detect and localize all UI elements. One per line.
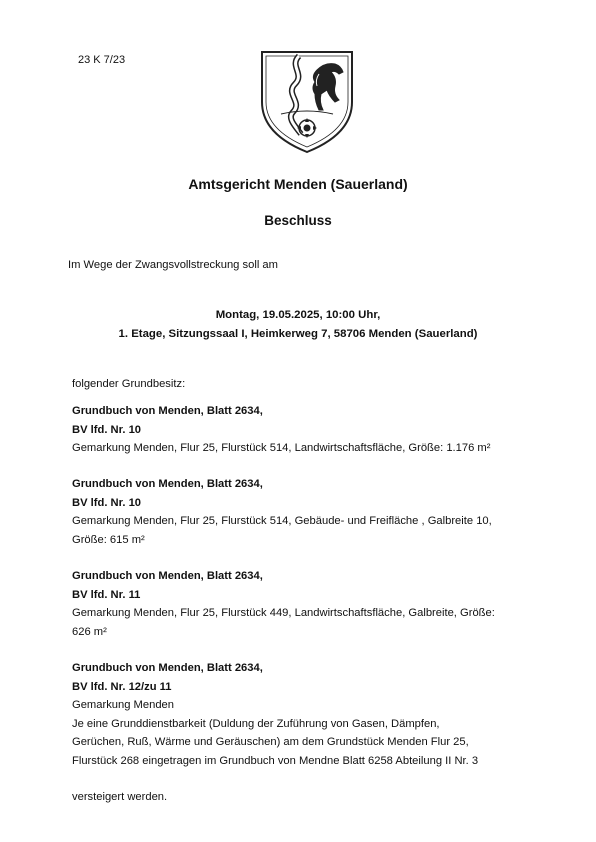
description-line: Gemarkung Menden bbox=[72, 699, 174, 712]
property-entry bbox=[72, 402, 542, 458]
bv-line: BV lfd. Nr. 11 bbox=[72, 588, 141, 601]
bv-line: BV lfd. Nr. 10 bbox=[72, 496, 142, 509]
description-line: Größe: 615 m² bbox=[72, 533, 145, 546]
description-line: Gerüchen, Ruß, Wärme und Geräuschen) am dem Grundstück Menden Flur 25, bbox=[72, 736, 469, 749]
description-line: Flurstück 268 eingetragen im Grundbuch von Mendne Blatt 6258 Abteilung II Nr. 3 bbox=[72, 754, 479, 767]
grundbuch-line: Grundbuch von Menden, Blatt 2634, bbox=[72, 405, 263, 417]
document-title: Beschluss bbox=[264, 213, 332, 228]
nrw-coat-of-arms-icon bbox=[259, 44, 355, 154]
description-line: 626 m² bbox=[72, 625, 107, 638]
description-line: Gemarkung Menden, Flur 25, Flurstück 514, Gebäude- und Freifläche , Galbreite 10, bbox=[72, 515, 492, 528]
grundbuch-line: Grundbuch von Menden, Blatt 2634, bbox=[72, 662, 263, 674]
property-entry bbox=[72, 475, 542, 549]
closing-text: versteigert werden. bbox=[72, 791, 168, 803]
property-entry bbox=[72, 567, 542, 641]
property-entry bbox=[72, 659, 542, 771]
grundbuch-line: Grundbuch von Menden, Blatt 2634, bbox=[72, 570, 263, 582]
bv-line: BV lfd. Nr. 12/zu 11 bbox=[72, 680, 172, 693]
intro-text: Im Wege der Zwangsvollstreckung soll am bbox=[68, 259, 278, 271]
property-intro: folgender Grundbesitz: bbox=[72, 378, 186, 390]
case-reference: 23 K 7/23 bbox=[78, 54, 126, 66]
description-line: Je eine Grunddienstbarkeit (Duldung der Zuführung von Gasen, Dämpfen, bbox=[72, 717, 440, 730]
bv-line: BV lfd. Nr. 10 bbox=[72, 423, 142, 436]
description-line: Gemarkung Menden, Flur 25, Flurstück 514, Landwirtschaftsfläche, Größe: 1.176 m² bbox=[72, 442, 491, 455]
description-line: Gemarkung Menden, Flur 25, Flurstück 449, Landwirtschaftsfläche, Galbreite, Größe: bbox=[72, 607, 495, 620]
court-name: Amtsgericht Menden (Sauerland) bbox=[188, 176, 408, 192]
appointment-location: 1. Etage, Sitzungssaal I, Heimkerweg 7, 58706 Menden (Sauerland) bbox=[118, 328, 478, 340]
grundbuch-line: Grundbuch von Menden, Blatt 2634, bbox=[72, 478, 263, 490]
appointment-date: Montag, 19.05.2025, 10:00 Uhr, bbox=[215, 309, 381, 321]
